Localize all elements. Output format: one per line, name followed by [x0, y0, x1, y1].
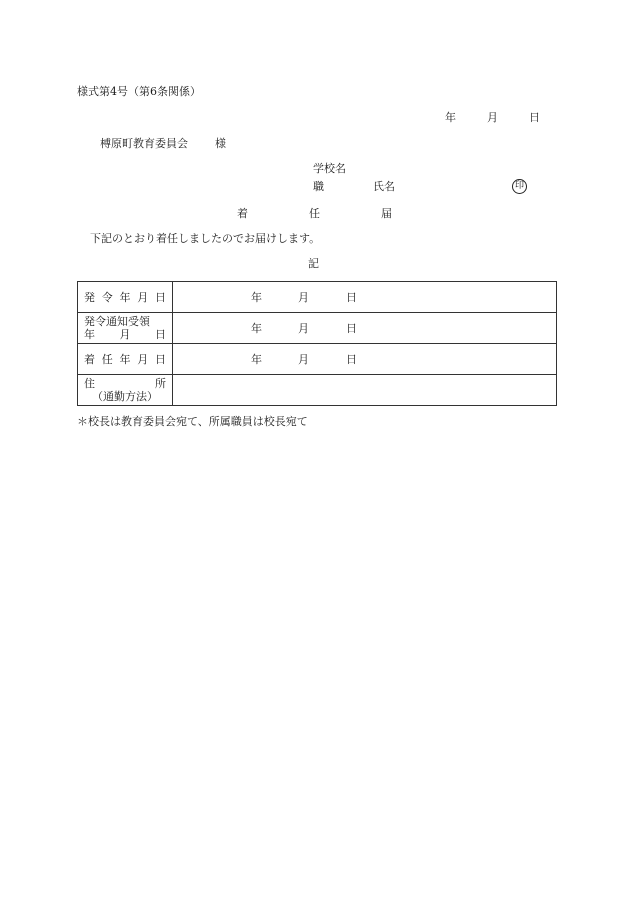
addressee	[100, 138, 226, 149]
title-char-2: 任	[309, 207, 320, 220]
date-month: 月	[487, 111, 498, 124]
date-day: 日	[529, 111, 540, 124]
table-row	[78, 344, 557, 375]
document-title	[237, 208, 392, 219]
notification-table	[77, 281, 557, 406]
address-field[interactable]	[173, 375, 557, 406]
addressee-honorific: 様	[215, 137, 226, 150]
intro-text: 下記のとおり着任しましたのでお届けします。	[90, 232, 321, 245]
table-row	[78, 282, 557, 313]
title-char-3: 届	[381, 207, 392, 220]
date-year: 年	[445, 111, 456, 124]
addressee-name: 榑原町教育委員会	[100, 137, 188, 150]
seal-icon: 印	[512, 179, 527, 194]
row-label-address: 住 所 （通勤方法）	[78, 375, 173, 406]
position-label: 職	[313, 180, 324, 193]
school-name-label: 学校名	[313, 162, 346, 175]
name-label: 氏名	[373, 180, 395, 193]
row-label-notice-received: 発令通知受領 年 月 日	[78, 313, 173, 344]
table-row	[78, 313, 557, 344]
table-row	[78, 375, 557, 406]
title-char-1: 着	[237, 207, 248, 220]
notice-received-date-field[interactable]: 年 月 日	[173, 313, 557, 344]
row-label-arrival-date: 着 任 年 月 日	[78, 344, 173, 375]
row-label-issue-date: 発 令 年 月 日	[78, 282, 173, 313]
date-line	[445, 112, 540, 123]
form-number: 様式第4号（第6条関係）	[77, 85, 201, 98]
arrival-date-field[interactable]: 年 月 日	[173, 344, 557, 375]
issue-date-field[interactable]: 年 月 日	[173, 282, 557, 313]
ki-label: 記	[308, 257, 319, 270]
footnote: ＊校長は教育委員会宛て、所属職員は校長宛て	[77, 415, 308, 428]
